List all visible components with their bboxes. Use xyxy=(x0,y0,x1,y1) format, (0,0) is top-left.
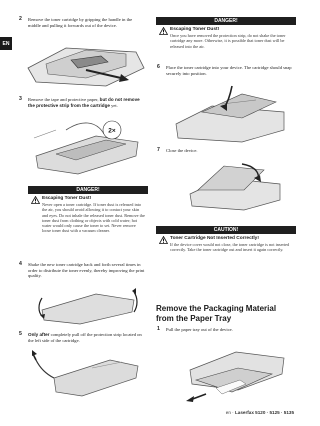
footer-model: Laserfax 5120 · 5125 · 5135 xyxy=(235,410,294,415)
danger-box-1 xyxy=(28,186,148,236)
warning-icon xyxy=(159,27,168,35)
figure-close-device xyxy=(184,160,286,212)
caution-title: Toner Cartridge Not Inserted Correctly! xyxy=(170,236,259,241)
warning-icon xyxy=(31,196,40,204)
step-text: Shake the new toner cartridge back and forth several times in order to distribute the toner evenly, thereby improving the print quality. xyxy=(28,262,145,279)
caution-header: CAUTION! xyxy=(156,226,296,234)
danger-text: Once you have removed the protection strip, do not shake the toner cartridge any more. Otherwise, it is possible that toner dust will be released into the air. xyxy=(170,33,286,49)
step-text-bold: Only after xyxy=(28,332,50,337)
danger-header: DANGER! xyxy=(28,186,148,194)
figure-pull-paper-tray xyxy=(176,340,288,402)
figure-pull-strip xyxy=(32,348,144,400)
warning-icon xyxy=(159,236,168,244)
danger-box-2 xyxy=(156,17,296,51)
danger-header: DANGER! xyxy=(156,17,296,25)
step-text: Place the toner cartridge into your device. The cartridge should snap securely into position. xyxy=(166,65,292,76)
step-number: 6 xyxy=(157,64,160,70)
danger-title: Escaping Toner Dust! xyxy=(42,196,92,201)
step-number: 2 xyxy=(19,16,22,22)
step-text: Close the device. xyxy=(166,148,198,153)
figure-insert-cartridge xyxy=(172,84,290,144)
step-text-post: yet. xyxy=(109,102,118,108)
step-3 xyxy=(19,96,146,108)
caution-box xyxy=(156,226,296,255)
step-5 xyxy=(19,331,146,343)
step-number: 5 xyxy=(19,331,22,337)
figure-remove-cartridge xyxy=(26,38,148,88)
step-text: Pull the paper tray out of the device. xyxy=(166,327,233,332)
step-text-bold: but do not remove the protective strip from the cartridge xyxy=(28,97,140,108)
step-6 xyxy=(157,64,294,76)
page-footer xyxy=(226,410,294,415)
figure-shake-cartridge xyxy=(36,286,140,326)
step-number: 3 xyxy=(19,96,22,102)
caution-text: If the device cover would not close, the toner cartridge is not inserted correctly. Take the toner cartridge out and insert it again correctly. xyxy=(170,242,290,253)
step-text: Remove the toner cartridge by gripping the handle in the middle and pulling it forwards out of the device. xyxy=(28,17,133,28)
section-title: Remove the Packaging Material from the Paper Tray xyxy=(156,304,277,323)
danger-text: Never open a toner cartridge. If toner dust is released into the air, you should avoid allowing it to contact your skin and eyes. Do not inhale the released toner dust. Remove the toner dust from clothing or objects with cold water; hot water would only cause the toner to set. Never remove loose toner dust with a vacuum cleaner. xyxy=(42,202,145,234)
figure-remove-tape xyxy=(26,116,148,178)
danger-title: Escaping Toner Dust! xyxy=(170,27,220,32)
figure-callout: 2× xyxy=(108,127,116,135)
step-4 xyxy=(19,261,146,279)
step-text-post: completely pull off the protection strip located on the left side of the cartridge. xyxy=(28,332,142,343)
language-tab: EN xyxy=(0,37,12,50)
step-number: 1 xyxy=(157,326,160,332)
step-number: 4 xyxy=(19,261,22,267)
step-7 xyxy=(157,147,294,154)
step-text-pre: Remove the tape and protective paper, xyxy=(28,97,100,102)
step-2 xyxy=(19,16,146,28)
footer-prefix: en · xyxy=(225,410,235,415)
step-1 xyxy=(157,326,294,333)
step-number: 7 xyxy=(157,147,160,153)
